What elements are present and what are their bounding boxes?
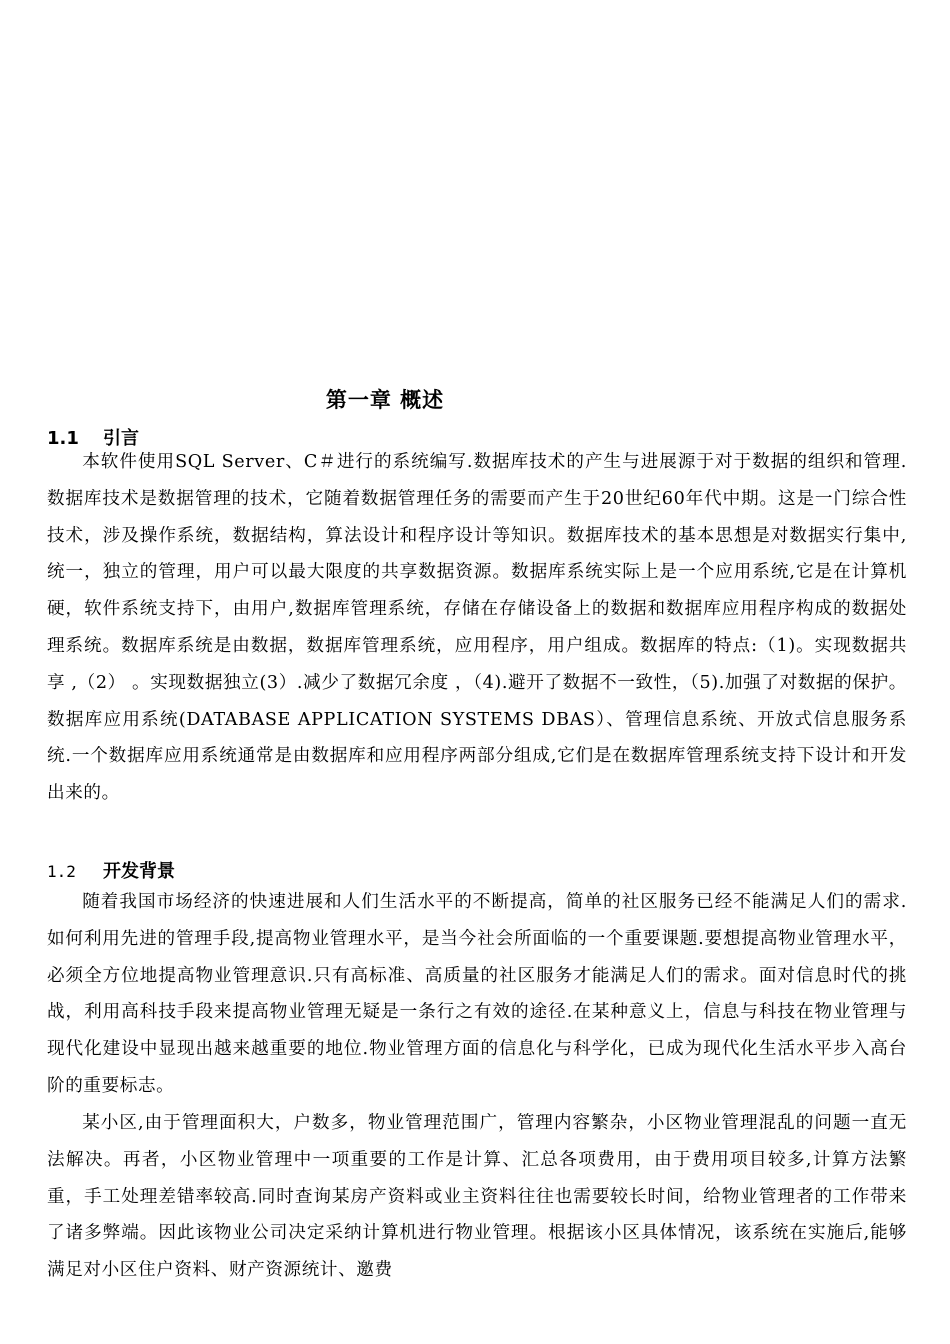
section-number: 1.2 xyxy=(47,862,76,881)
section-title: 引言 xyxy=(103,428,139,449)
paragraph: 本软件使用SQL Server、C＃进行的系统编写.数据库技术的产生与进展源于对于数据的组织和管理.数据库技术是数据管理的技术，它随着数据管理任务的需要而产生于20世纪60年代中期。这是一门综合性技术，涉及操作系统，数据结构，算法设计和程序设计等知识。数据库技术的基本思想是对数据实行集中,统一，独立的管理，用户可以最大限度的共享数据资源。数据库系统实际上是一个应用系统,它是在计算机硬，软件系统支持下，由用户,数据库管理系统，存储在存储设备上的数据和数据库应用程序构成的数据处理系统。数据库系统是由数据，数据库管理系统，应用程序，用户组成。数据库的特点:（1)。实现数据共享 ,（2） 。实现数据独立(3）.减少了数据冗余度 ，（4).避开了数据不一致性，（5).加强了对数据的保护。数据库应用系统(DATABASE APPLICATION SYSTEMS DBAS）、管理信息系统、开放式信息服务系统.一个数据库应用系统通常是由数据库和应用程序两部分组成,它们是在数据库管理系统支持下设计和开发出来的。 xyxy=(47,452,907,804)
chapter-title: 第一章 概述 xyxy=(325,387,445,412)
paragraph: 随着我国市场经济的快速进展和人们生活水平的不断提高，简单的社区服务已经不能满足人们的需求.如何利用先进的管理手段,提高物业管理水平，是当今社会所面临的一个重要课题.要想提高物业管理水平，必须全方位地提高物业管理意识.只有高标准、高质量的社区服务才能满足人们的需求。面对信息时代的挑战，利用高科技手段来提高物业管理无疑是一条行之有效的途径.在某种意义上，信息与科技在物业管理与现代化建设中显现出越来越重要的地位.物业管理方面的信息化与科学化，已成为现代化生活水平步入高台阶的重要标志。 xyxy=(47,892,907,1096)
paragraph: 某小区,由于管理面积大，户数多，物业管理范围广，管理内容繁杂，小区物业管理混乱的问题一直无法解决。再者，小区物业管理中一项重要的工作是计算、汇总各项费用，由于费用项目较多,计算方法繁重，手工处理差错率较高.同时查询某房产资料或业主资料往往也需要较长时间，给物业管理者的工作带来了诸多弊端。因此该物业公司决定采纳计算机进行物业管理。根据该小区具体情况，该系统在实施后,能够满足对小区住户资料、财产资源统计、邀费 xyxy=(47,1113,907,1281)
section-heading-1-2 xyxy=(47,857,175,883)
section-title: 开发背景 xyxy=(103,861,175,882)
section-number: 1.1 xyxy=(47,428,79,449)
